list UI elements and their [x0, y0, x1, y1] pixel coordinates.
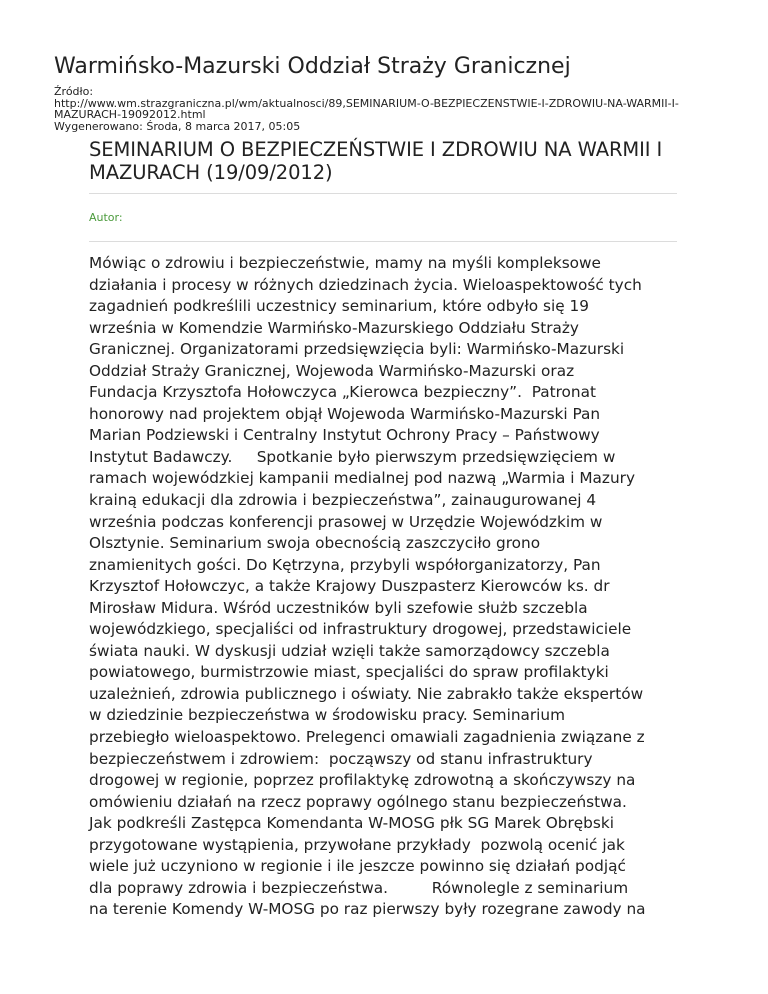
- source-label: Źródło:: [54, 85, 94, 98]
- body-line: honorowy nad projektem objął Wojewoda Warmińsko-Mazurski Pan: [89, 404, 601, 423]
- article: [89, 138, 677, 921]
- body-line: Granicznej. Organizatorami przedsięwzięcia byli: Warmińsko-Mazurski: [89, 340, 625, 359]
- body-line: Oddział Straży Granicznej, Wojewoda Warmińsko-Mazurski oraz: [89, 361, 575, 380]
- body-line: Fundacja Krzysztofa Hołowczyca „Kierowca bezpieczny”. Patronat: [89, 383, 596, 402]
- site-title: Warmińsko-Mazurski Oddział Straży Granicznej: [54, 54, 571, 79]
- body-line: dla poprawy zdrowia i bezpieczeństwa. Równolegle z seminarium: [89, 878, 629, 897]
- body-line: Jak podkreśli Zastępca Komendanta W-MOSG płk SG Marek Obrębski: [89, 814, 614, 833]
- body-line: omówieniu działań na rzecz poprawy ogólnego stanu bezpieczeństwa.: [89, 792, 627, 811]
- divider: [89, 241, 677, 242]
- source-url[interactable]: http://www.wm.strazgraniczna.pl/wm/aktualnosci/89,SEMINARIUM-O-BEZPIECZENSTWIE-I-ZDROWIU-NA-WARMII-I-: [54, 96, 679, 110]
- body-line: Instytut Badawczy. Spotkanie było pierwszym przedsięwzięciem w: [89, 447, 616, 466]
- body-line: w dziedzinie bezpieczeństwa w środowisku pracy. Seminarium: [89, 706, 566, 725]
- body-line: wojewódzkiego, specjaliści od infrastruktury drogowej, przedstawiciele: [89, 620, 632, 639]
- body-line: Mówiąc o zdrowiu i bezpieczeństwie, mamy na myśli kompleksowe: [89, 254, 601, 272]
- body-line: świata nauki. W dyskusji udział wzięli także samorządowcy szczebla: [89, 641, 610, 660]
- body-line: wiele już uczyniono w regionie i ile jeszcze powinno się działań podjąć: [89, 857, 626, 876]
- body-line: zagadnień podkreślili uczestnicy seminarium, które odbyło się 19: [89, 297, 589, 316]
- body-line: przebiegło wieloaspektowo. Prelegenci omawiali zagadnienia związane z: [89, 728, 645, 747]
- body-line: Olsztynie. Seminarium swoja obecnością zaszczyciło grono: [89, 534, 541, 553]
- generated-timestamp: Wygenerowano: Środa, 8 marca 2017, 05:05: [54, 119, 301, 133]
- body-line: powiatowego, burmistrzowie miast, specjaliści do spraw profilaktyki: [89, 663, 609, 682]
- body-line: działania i procesy w różnych dziedzinach życia. Wieloaspektowość tych: [89, 275, 642, 294]
- article-body: [89, 253, 677, 921]
- body-line: Marian Podziewski i Centralny Instytut Ochrony Pracy – Państwowy: [89, 426, 600, 445]
- body-line: września podczas konferencji prasowej w Urzędzie Wojewódzkim w: [89, 512, 603, 531]
- body-line: przygotowane wystąpienia, przywołane przykłady pozwolą ocenić jak: [89, 835, 625, 854]
- body-line: Krzysztof Hołowczyc, a także Krajowy Duszpasterz Kierowców ks. dr: [89, 577, 610, 596]
- divider: [89, 193, 677, 194]
- source-url-continued[interactable]: MAZURACH-19092012.html: [54, 108, 206, 121]
- author-label: Autor:: [89, 211, 123, 224]
- body-line: krainą edukacji dla zdrowia i bezpieczeństwa”, zainaugurowanej 4: [89, 491, 597, 510]
- body-line: bezpieczeństwem i zdrowiem: począwszy od stanu infrastruktury: [89, 749, 593, 768]
- article-title: SEMINARIUM O BEZPIECZEŃSTWIE I ZDROWIU NA WARMII I MAZURACH (19/09/2012): [89, 138, 663, 184]
- body-line: drogowej w regionie, poprzez profilaktykę zdrowotną a skończywszy na: [89, 771, 636, 790]
- document-meta: [54, 86, 734, 132]
- body-line: znamienitych gości. Do Kętrzyna, przybyli współorganizatorzy, Pan: [89, 555, 601, 574]
- body-line: na terenie Komendy W-MOSG po raz pierwszy były rozegrane zawody na: [89, 900, 646, 919]
- body-line: uzależnień, zdrowia publicznego i oświaty. Nie zabrakło także ekspertów: [89, 684, 644, 703]
- body-line: ramach wojewódzkiej kampanii medialnej pod nazwą „Warmia i Mazury: [89, 469, 635, 488]
- body-line: Mirosław Midura. Wśród uczestników byli szefowie służb szczebla: [89, 598, 588, 617]
- body-line: września w Komendzie Warmińsko-Mazurskiego Oddziału Straży: [89, 318, 579, 337]
